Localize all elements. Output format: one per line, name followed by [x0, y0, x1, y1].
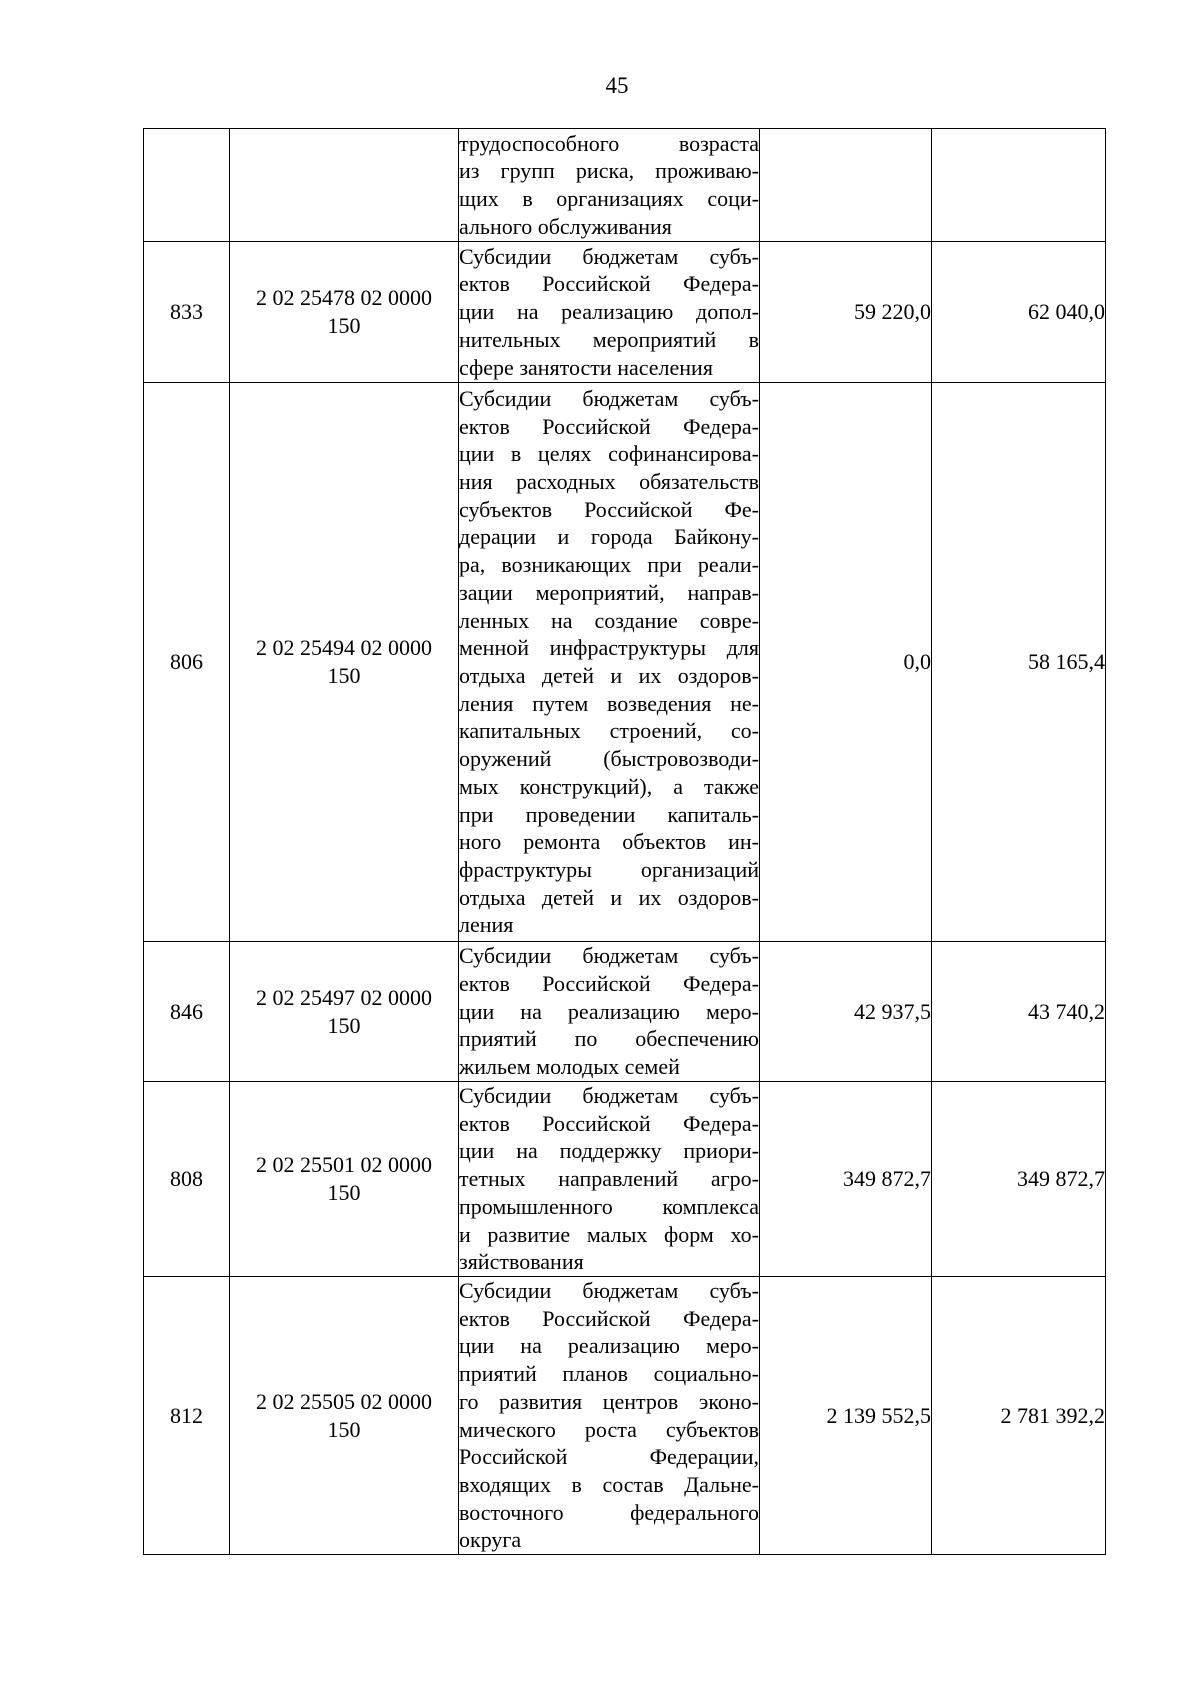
table-row [144, 1277, 1106, 1555]
amount-year-2-cell: 58 165,4 [932, 383, 1106, 942]
amount-year-1-cell: 2 139 552,5 [760, 1277, 932, 1555]
revenue-name-line: приятий по обеспечению [459, 1026, 759, 1052]
amount-year-2-cell: 43 740,2 [932, 942, 1106, 1082]
revenue-name-line: ектов Российской Федера- [459, 1110, 759, 1136]
budget-classification-code-cell [230, 1082, 459, 1277]
revenue-name-line: нительных мероприятий в [459, 326, 759, 352]
amount-year-1-cell [760, 129, 932, 242]
amount-year-1-cell: 349 872,7 [760, 1082, 932, 1277]
revenue-name-line: оружений (быстровозводи- [459, 746, 759, 772]
amount-year-1-cell: 59 220,0 [760, 242, 932, 383]
revenue-name-line: ектов Российской Федера- [459, 970, 759, 996]
revenue-name-line: ния расходных обязательств [459, 469, 759, 495]
revenue-name-line: Субсидии бюджетам субъ- [459, 1278, 759, 1303]
revenue-name-cell [459, 1277, 760, 1555]
budget-classification-code-cell [230, 129, 459, 242]
admin-code-cell [144, 129, 230, 242]
revenue-name-line: зяйствования [459, 1249, 584, 1275]
revenue-name-line: ного ремонта объектов ин- [459, 829, 759, 855]
code-line: 2 02 25478 02 0000 [256, 285, 432, 310]
revenue-name-line: ра, возникающих при реали- [459, 552, 759, 578]
revenue-name-line: ции в целях софинансирова- [459, 441, 759, 467]
revenue-name-line: отдыха детей и их оздоров- [459, 663, 759, 688]
page-number: 45 [605, 73, 629, 98]
revenue-name-cell [459, 129, 760, 242]
revenue-name-line: Субсидии бюджетам субъ- [459, 943, 759, 969]
budget-classification-code-cell [230, 942, 459, 1082]
revenue-name-line: входящих в состав Дальне- [459, 1471, 759, 1497]
table-row [144, 129, 1106, 242]
revenue-name-line: зации мероприятий, направ- [459, 579, 759, 605]
table-row [144, 383, 1106, 942]
revenue-name-line: Российской Федерации, [459, 1444, 759, 1470]
table-body [144, 129, 1106, 1555]
admin-code-cell: 846 [144, 942, 230, 1082]
revenue-name-line: Субсидии бюджетам субъ- [459, 385, 759, 411]
revenue-name-line: жильем молодых семей [459, 1054, 680, 1080]
revenue-name-line: ции на реализацию меро- [459, 1333, 759, 1359]
revenue-name-line: го развития центров эконо- [459, 1388, 759, 1414]
table-row [144, 942, 1106, 1082]
revenue-name-line: ленных на создание совре- [459, 607, 759, 633]
revenue-name-line: щих в организациях соци- [459, 186, 759, 211]
code-line: 2 02 25497 02 0000 [256, 984, 432, 1010]
revenue-name-line: ции на реализацию меро- [459, 998, 759, 1024]
revenue-name-line: ции на поддержку приори- [459, 1138, 759, 1164]
revenue-name-line: и развитие малых форм хо- [459, 1221, 759, 1247]
revenue-name-line: менной инфраструктуры для [459, 635, 759, 661]
revenue-name-line: тетных направлений агро- [459, 1166, 759, 1192]
table-row [144, 1082, 1106, 1277]
admin-code-cell: 833 [144, 242, 230, 383]
revenue-name-line: субъектов Российской Фе- [459, 496, 759, 522]
revenue-name-line: приятий планов социально- [459, 1361, 759, 1387]
code-line: 150 [327, 1416, 361, 1442]
revenue-name-cell [459, 242, 760, 383]
budget-classification-code-cell [230, 242, 459, 383]
amount-year-1-cell: 42 937,5 [760, 942, 932, 1082]
revenue-name-line: Субсидии бюджетам субъ- [459, 1083, 759, 1109]
budget-classification-code-cell [230, 1277, 459, 1555]
revenue-name-line: ектов Российской Федера- [459, 1305, 759, 1331]
budget-revenue-table [143, 128, 1106, 1555]
admin-code-cell: 806 [144, 383, 230, 942]
code-line: 2 02 25505 02 0000 [256, 1388, 432, 1414]
revenue-name-cell [459, 1082, 760, 1277]
code-line: 150 [327, 313, 361, 338]
revenue-name-line: промышленного комплекса [459, 1193, 759, 1219]
revenue-name-line: Субсидии бюджетам субъ- [459, 243, 759, 269]
revenue-name-line: из групп риска, проживаю- [459, 158, 759, 184]
revenue-name-line: капитальных строений, со- [459, 718, 759, 744]
revenue-name-line: ального обслуживания [459, 213, 672, 239]
code-line: 2 02 25501 02 0000 [256, 1152, 432, 1177]
admin-code-cell: 812 [144, 1277, 230, 1555]
revenue-name-line: ции на реализацию допол- [459, 299, 759, 325]
revenue-name-line: ектов Российской Федера- [459, 271, 759, 297]
revenue-name-line: мического роста субъектов [459, 1416, 759, 1442]
amount-year-1-cell: 0,0 [760, 383, 932, 942]
revenue-name-line: дерации и города Байкону- [459, 524, 759, 550]
revenue-name-line: ектов Российской Федера- [459, 413, 759, 439]
table-row [144, 242, 1106, 383]
amount-year-2-cell [932, 129, 1106, 242]
amount-year-2-cell: 62 040,0 [932, 242, 1106, 383]
code-line: 150 [327, 1012, 361, 1038]
revenue-name-cell [459, 942, 760, 1082]
revenue-name-line: трудоспособного возраста [459, 130, 759, 156]
revenue-name-line: ления путем возведения не- [459, 690, 759, 716]
revenue-name-line: восточного федерального [459, 1499, 759, 1525]
revenue-name-line: при проведении капиталь- [459, 801, 759, 827]
revenue-name-line: ления [459, 912, 514, 938]
revenue-name-line: отдыха детей и их оздоров- [459, 884, 759, 910]
admin-code-cell: 808 [144, 1082, 230, 1277]
amount-year-2-cell: 349 872,7 [932, 1082, 1106, 1277]
code-line: 2 02 25494 02 0000 [256, 635, 432, 660]
revenue-name-line: сфере занятости населения [459, 354, 713, 380]
code-line: 150 [327, 1180, 361, 1205]
code-line: 150 [327, 663, 361, 688]
revenue-name-line: фраструктуры организаций [459, 856, 759, 882]
revenue-name-cell [459, 383, 760, 942]
amount-year-2-cell: 2 781 392,2 [932, 1277, 1106, 1555]
budget-classification-code-cell [230, 383, 459, 942]
revenue-name-line: округа [459, 1527, 522, 1553]
revenue-name-line: мых конструкций), а также [459, 773, 759, 799]
